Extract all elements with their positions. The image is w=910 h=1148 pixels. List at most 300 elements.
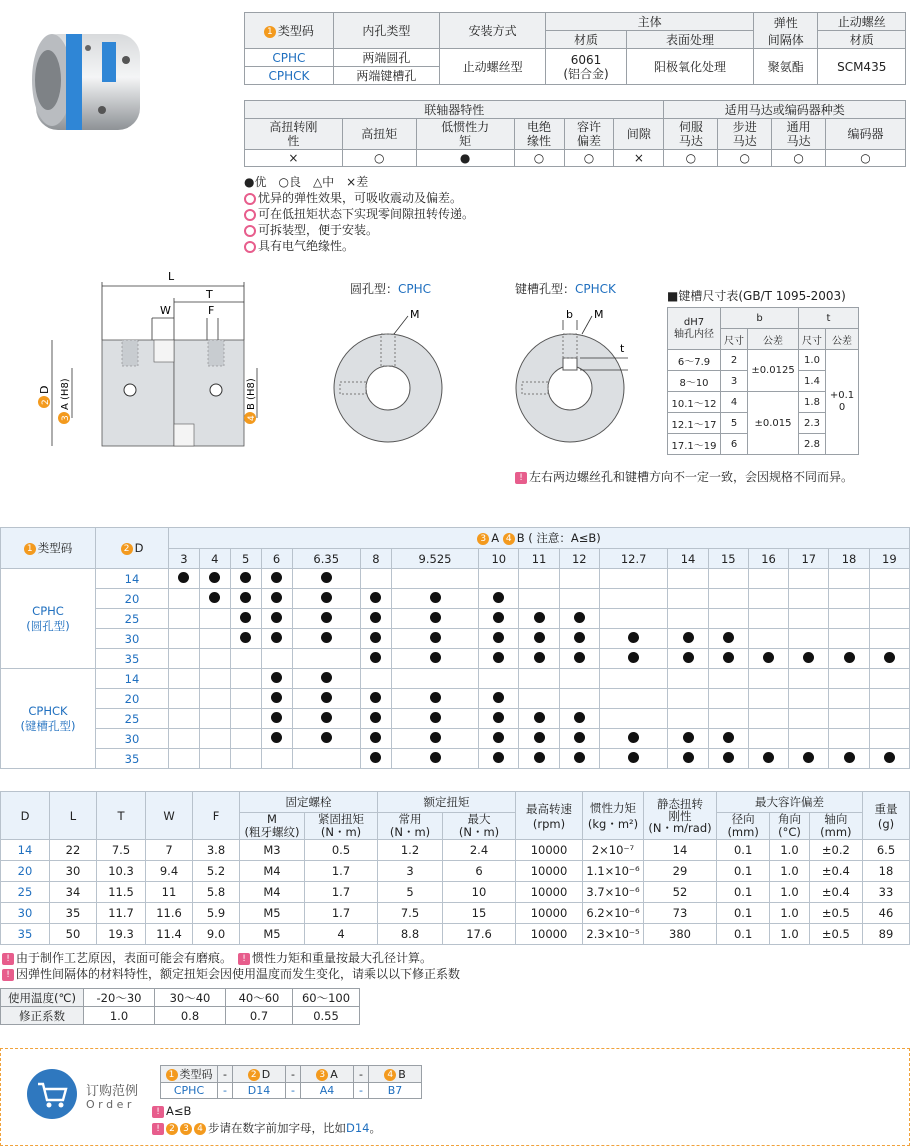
- availability-cell: [261, 749, 292, 769]
- spec-cell: 3.7×10⁻⁶: [583, 882, 644, 903]
- availability-cell: [599, 629, 667, 649]
- feature-col-header: 步进 马达: [718, 119, 772, 150]
- availability-cell: [668, 569, 708, 589]
- key-t: 1.4: [799, 371, 826, 392]
- selection-row: [1, 749, 910, 769]
- dim-B: B (H8): [246, 378, 257, 410]
- availability-cell: [292, 669, 360, 689]
- spec-cell: 7.5: [97, 840, 146, 861]
- availability-cell: [261, 589, 292, 609]
- availability-cell: [360, 709, 391, 729]
- d-value: 25: [96, 709, 169, 729]
- spec-cell: 20: [1, 861, 50, 882]
- spec-cell: 1.0: [770, 861, 809, 882]
- availability-cell: [391, 629, 478, 649]
- availability-cell: [199, 629, 230, 649]
- spec-h-weight: 重量 (g): [863, 792, 910, 840]
- spec-cell: 1.0: [770, 882, 809, 903]
- dot-icon: [534, 612, 545, 623]
- spec-cell: 1.0: [770, 903, 809, 924]
- dot-icon: [884, 652, 895, 663]
- spec-notes: ! 由于制作工艺原因，表面可能会有磨痕。 ! 惯性力矩和重量按最大孔径计算。 ! 因弹性间隔体的材料特性，额定扭矩会因使用温度而发生变化，请乘以以下修正系数: [2, 950, 460, 982]
- feature-col-header: 间隙: [614, 119, 664, 150]
- availability-cell: [869, 709, 909, 729]
- feature-item: 忧异的弹性效果，可吸收震动及偏差。: [244, 190, 474, 206]
- availability-cell: [199, 749, 230, 769]
- temp-header: 使用温度(℃): [1, 989, 84, 1007]
- availability-cell: [261, 729, 292, 749]
- circle-icon: [244, 209, 256, 221]
- spec-cell: 0.5: [305, 840, 378, 861]
- material-value: 6061 (铝合金): [546, 49, 627, 85]
- dot-icon: [430, 652, 441, 663]
- dim-D: D: [38, 385, 51, 394]
- dot-icon: [271, 572, 282, 583]
- availability-cell: [668, 689, 708, 709]
- spec-cell: 9.4: [146, 861, 193, 882]
- availability-cell: [169, 689, 200, 709]
- key-t: 1.0: [799, 350, 826, 371]
- b-header: b: [721, 308, 799, 329]
- spec-cell: 89: [863, 924, 910, 945]
- order-B: B7: [369, 1083, 422, 1099]
- availability-cell: [668, 669, 708, 689]
- spec-cell: 1.7: [305, 903, 378, 924]
- availability-cell: [169, 569, 200, 589]
- spec-cell: 50: [50, 924, 97, 945]
- availability-cell: [829, 729, 869, 749]
- dot-icon: [844, 652, 855, 663]
- availability-cell: [829, 749, 869, 769]
- spec-cell: 0.1: [717, 903, 770, 924]
- screw-material-value: SCM435: [818, 49, 906, 85]
- availability-cell: [559, 709, 599, 729]
- dot-icon: [884, 752, 895, 763]
- availability-cell: [708, 569, 748, 589]
- availability-cell: [789, 609, 829, 629]
- availability-cell: [599, 669, 667, 689]
- availability-cell: [869, 729, 909, 749]
- feature-col-header: 容许 偏差: [564, 119, 614, 150]
- dim-F: F: [208, 304, 215, 317]
- num-2-icon: 2: [121, 543, 133, 555]
- dot-icon: [493, 592, 504, 603]
- dot-icon: [321, 612, 332, 623]
- availability-cell: [519, 669, 559, 689]
- dot-icon: [370, 652, 381, 663]
- round-bore-title: 圆孔型：CPHC: [350, 282, 432, 296]
- num-1-icon: 1: [24, 543, 36, 555]
- availability-cell: [391, 709, 478, 729]
- availability-cell: [599, 729, 667, 749]
- selection-row: [1, 689, 910, 709]
- size-header: 17: [789, 549, 829, 569]
- num-1-icon: 1: [166, 1069, 178, 1081]
- dim-M-key: M: [594, 308, 604, 321]
- feature-col-header: 电绝 缘性: [514, 119, 564, 150]
- availability-cell: [559, 569, 599, 589]
- availability-cell: [748, 649, 788, 669]
- spec-cell: 7: [146, 840, 193, 861]
- spec-cell: 6.5: [863, 840, 910, 861]
- availability-cell: [748, 729, 788, 749]
- spec-cell: 3.8: [193, 840, 240, 861]
- dot-icon: [534, 652, 545, 663]
- warning-icon: !: [2, 953, 14, 965]
- spec-h-bolt: 固定螺栓: [240, 792, 378, 813]
- size-header: 16: [748, 549, 788, 569]
- availability-cell: [559, 609, 599, 629]
- order-title: 订购范例: [86, 1084, 139, 1099]
- selection-row: [1, 569, 910, 589]
- dot-icon: [370, 692, 381, 703]
- size-header: 9.525: [391, 549, 478, 569]
- availability-cell: [708, 709, 748, 729]
- feature-value: ×: [614, 150, 664, 167]
- availability-cell: [668, 609, 708, 629]
- size-header: 5: [230, 549, 261, 569]
- size-header: 6.35: [292, 549, 360, 569]
- bore-round: 两端圆孔: [333, 49, 439, 67]
- key-table-title: ■键槽尺寸表(GB/T 1095-2003): [667, 289, 846, 303]
- spec-cell: 52: [644, 882, 717, 903]
- availability-cell: [559, 669, 599, 689]
- keyway-drawing: [508, 300, 648, 450]
- mount-header: 安装方式: [440, 13, 546, 49]
- availability-cell: [199, 609, 230, 629]
- size-header: 4: [199, 549, 230, 569]
- spec-cell: 1.7: [305, 861, 378, 882]
- availability-cell: [869, 669, 909, 689]
- spec-cell: ±0.4: [809, 861, 862, 882]
- body-header: 主体: [546, 13, 754, 31]
- spec-cell: 10000: [516, 903, 583, 924]
- dot-icon: [763, 752, 774, 763]
- dot-icon: [430, 752, 441, 763]
- surface-header: 表面处理: [626, 31, 753, 49]
- coupling-feature-header: 联轴器特性: [245, 101, 664, 119]
- availability-cell: [668, 729, 708, 749]
- key-b: 4: [721, 392, 748, 413]
- screw-material-header: 材质: [818, 31, 906, 49]
- availability-cell: [748, 629, 788, 649]
- availability-cell: [668, 649, 708, 669]
- size-header: 10: [479, 549, 519, 569]
- warning-icon: !: [2, 969, 14, 981]
- availability-cell: [292, 749, 360, 769]
- availability-cell: [869, 649, 909, 669]
- spec-cell: 35: [50, 903, 97, 924]
- spec-cell: 5.9: [193, 903, 240, 924]
- mount-value: 止动螺丝型: [440, 49, 546, 85]
- cphck-group-label: CPHCK (键槽孔型): [1, 669, 96, 769]
- availability-cell: [292, 609, 360, 629]
- dot-icon: [574, 712, 585, 723]
- spec-cell: M5: [240, 903, 305, 924]
- availability-cell: [199, 689, 230, 709]
- coef-value: 0.55: [293, 1007, 360, 1025]
- dot-icon: [430, 692, 441, 703]
- availability-cell: [789, 569, 829, 589]
- spec-cell: 14: [644, 840, 717, 861]
- selection-row: [1, 709, 910, 729]
- spec-cell: ±0.5: [809, 924, 862, 945]
- dot-icon: [628, 632, 639, 643]
- feature-value: ○: [718, 150, 772, 167]
- dim-T: T: [206, 288, 213, 301]
- availability-cell: [391, 689, 478, 709]
- order-A: A4: [301, 1083, 354, 1099]
- size-header: 12: [559, 549, 599, 569]
- availability-cell: [169, 729, 200, 749]
- spec-cell: 22: [50, 840, 97, 861]
- availability-cell: [599, 689, 667, 709]
- spec-h-inertia: 惯性力矩 (kg・m²): [583, 792, 644, 840]
- keyway-size-table: [667, 307, 859, 455]
- size-header: 6: [261, 549, 292, 569]
- availability-cell: [519, 749, 559, 769]
- feature-col-header: 高扭矩: [342, 119, 416, 150]
- feature-value: ○: [664, 150, 718, 167]
- availability-cell: [789, 589, 829, 609]
- keyway-code: CPHCK: [575, 282, 616, 296]
- dot-icon: [321, 672, 332, 683]
- spec-row: [1, 882, 910, 903]
- num-2-icon: 2: [166, 1123, 178, 1135]
- t-header: t: [799, 308, 859, 329]
- dot-icon: [803, 752, 814, 763]
- key-b-tol-2: ±0.015: [748, 392, 799, 455]
- cart-icon: [26, 1068, 78, 1120]
- key-t: 2.8: [799, 434, 826, 455]
- spec-cell: 73: [644, 903, 717, 924]
- key-dia: 17.1～19: [668, 434, 721, 455]
- coef-value: 1.0: [84, 1007, 155, 1025]
- correction-table: [0, 988, 360, 1025]
- spec-cell: 18: [863, 861, 910, 882]
- availability-cell: [292, 729, 360, 749]
- round-code: CPHC: [398, 282, 432, 296]
- order-type: CPHC: [161, 1083, 218, 1099]
- d-value: 14: [96, 669, 169, 689]
- availability-cell: [668, 589, 708, 609]
- feature-item: 可拆装型，便于安装。: [244, 222, 474, 238]
- availability-cell: [599, 569, 667, 589]
- feature-col-header: 通用 马达: [772, 119, 826, 150]
- warning-icon: !: [152, 1123, 164, 1135]
- availability-cell: [829, 709, 869, 729]
- key-b: 3: [721, 371, 748, 392]
- availability-cell: [230, 709, 261, 729]
- availability-cell: [559, 689, 599, 709]
- dot-icon: [271, 632, 282, 643]
- key-t: 1.8: [799, 392, 826, 413]
- spec-cell: 0.1: [717, 840, 770, 861]
- availability-cell: [169, 669, 200, 689]
- type-cphck: CPHCK: [245, 67, 334, 85]
- availability-cell: [599, 649, 667, 669]
- availability-cell: [391, 749, 478, 769]
- spec-cell: M5: [240, 924, 305, 945]
- dot-icon: [370, 592, 381, 603]
- feature-value: ○: [514, 150, 564, 167]
- availability-cell: [668, 749, 708, 769]
- spec-cell: ±0.4: [809, 882, 862, 903]
- size-header: 8: [360, 549, 391, 569]
- availability-cell: [789, 749, 829, 769]
- dot-icon: [271, 592, 282, 603]
- key-b: 5: [721, 413, 748, 434]
- b-tol-header: 公差: [748, 329, 799, 350]
- availability-cell: [391, 729, 478, 749]
- spec-cell: 5: [378, 882, 443, 903]
- spec-h-normal: 常用 (N・m): [378, 813, 443, 840]
- svg-text:4: 4: [247, 415, 257, 421]
- spec-row: [1, 924, 910, 945]
- warning-icon: !: [515, 472, 527, 484]
- feature-value: ×: [245, 150, 343, 167]
- circle-icon: [244, 193, 256, 205]
- availability-cell: [479, 649, 519, 669]
- dot-icon: [370, 712, 381, 723]
- type-header: 类型码: [37, 541, 73, 555]
- coef-value: 0.7: [226, 1007, 293, 1025]
- dot-icon: [493, 652, 504, 663]
- spec-cell: 19.3: [97, 924, 146, 945]
- dot-icon: [723, 652, 734, 663]
- dim-M-round: M: [410, 308, 420, 321]
- spec-cell: 11.7: [97, 903, 146, 924]
- availability-cell: [169, 649, 200, 669]
- spec-cell: 35: [1, 924, 50, 945]
- availability-cell: [708, 589, 748, 609]
- spec-cell: 30: [50, 861, 97, 882]
- elastic-value: 聚氨酯: [754, 49, 818, 85]
- spec-row: [1, 903, 910, 924]
- dot-icon: [723, 752, 734, 763]
- svg-text:2: 2: [41, 399, 51, 405]
- dot-icon: [574, 752, 585, 763]
- availability-cell: [360, 689, 391, 709]
- order-example-table: 1 类型码 - 2 D - 3 A - 4 B CPHC - D14 - A4 - B7: [160, 1065, 422, 1099]
- b-header: B: [516, 531, 525, 545]
- num-3-icon: 3: [180, 1123, 192, 1135]
- spec-h-T: T: [97, 792, 146, 840]
- b-size-header: 尺寸: [721, 329, 748, 350]
- spec-h-torque: 额定扭矩: [378, 792, 516, 813]
- dim-t: t: [620, 342, 625, 355]
- availability-cell: [479, 609, 519, 629]
- spec-h-L: L: [50, 792, 97, 840]
- availability-cell: [169, 629, 200, 649]
- key-note: ! 左右两边螺丝孔和键槽方向不一定一致，会因规格不同而异。: [515, 468, 853, 485]
- key-b: 2: [721, 350, 748, 371]
- availability-cell: [230, 669, 261, 689]
- dot-icon: [574, 632, 585, 643]
- availability-cell: [391, 569, 478, 589]
- dot-icon: [240, 612, 251, 623]
- availability-cell: [789, 649, 829, 669]
- availability-cell: [869, 629, 909, 649]
- availability-cell: [519, 689, 559, 709]
- availability-cell: [519, 649, 559, 669]
- key-dia: 12.1～17: [668, 413, 721, 434]
- dot-icon: [240, 572, 251, 583]
- spec-cell: 10000: [516, 882, 583, 903]
- product-spec-table: [244, 12, 906, 85]
- order-D: D14: [233, 1083, 286, 1099]
- availability-cell: [479, 629, 519, 649]
- availability-cell: [391, 669, 478, 689]
- dot-icon: [493, 732, 504, 743]
- size-header: 14: [668, 549, 708, 569]
- num-4-icon: 4: [503, 533, 515, 545]
- size-header: 19: [869, 549, 909, 569]
- feature-col-header: 伺服 马达: [664, 119, 718, 150]
- availability-cell: [869, 689, 909, 709]
- dot-icon: [723, 732, 734, 743]
- dot-icon: [683, 652, 694, 663]
- dot-icon: [430, 612, 441, 623]
- order-note-2: ! 2 3 4 步请在数字前加字母，比如D14。: [152, 1120, 381, 1136]
- dim-W: W: [160, 304, 171, 317]
- dot-icon: [209, 572, 220, 583]
- dot-icon: [370, 752, 381, 763]
- selection-row: [1, 629, 910, 649]
- spec-cell: 1.2: [378, 840, 443, 861]
- availability-cell: [360, 729, 391, 749]
- feature-table: [244, 100, 906, 167]
- feature-item: 可在低扭矩状态下实现零间隙扭转传递。: [244, 206, 474, 222]
- availability-cell: [599, 749, 667, 769]
- keyway-title: 键槽孔型：CPHCK: [515, 282, 616, 296]
- spec-h-deviation: 最大容许偏差: [717, 792, 863, 813]
- availability-cell: [230, 749, 261, 769]
- availability-cell: [261, 669, 292, 689]
- availability-cell: [869, 609, 909, 629]
- availability-cell: [230, 569, 261, 589]
- availability-cell: [748, 589, 788, 609]
- spec-cell: M3: [240, 840, 305, 861]
- dot-icon: [683, 732, 694, 743]
- availability-cell: [199, 589, 230, 609]
- spec-cell: 1.0: [770, 840, 809, 861]
- availability-cell: [869, 749, 909, 769]
- spec-cell: 1.7: [305, 882, 378, 903]
- circle-icon: [244, 225, 256, 237]
- availability-cell: [292, 649, 360, 669]
- dot-icon: [763, 652, 774, 663]
- availability-cell: [708, 749, 748, 769]
- svg-text:3: 3: [61, 415, 71, 421]
- dot-icon: [271, 612, 282, 623]
- spec-cell: 5.2: [193, 861, 240, 882]
- type-code-header: 类型码: [277, 24, 314, 38]
- availability-cell: [789, 709, 829, 729]
- availability-cell: [748, 609, 788, 629]
- ab-note: ( 注意：A≤B): [528, 531, 601, 545]
- d-value: 20: [96, 689, 169, 709]
- availability-cell: [360, 629, 391, 649]
- spec-cell: 17.6: [443, 924, 516, 945]
- availability-cell: [391, 589, 478, 609]
- feature-value: ●: [416, 150, 514, 167]
- availability-cell: [668, 709, 708, 729]
- dot-icon: [271, 732, 282, 743]
- size-header: 12.7: [599, 549, 667, 569]
- spec-h-stiffness: 静态扭转 刚性 (N・m/rad): [644, 792, 717, 840]
- availability-cell: [360, 609, 391, 629]
